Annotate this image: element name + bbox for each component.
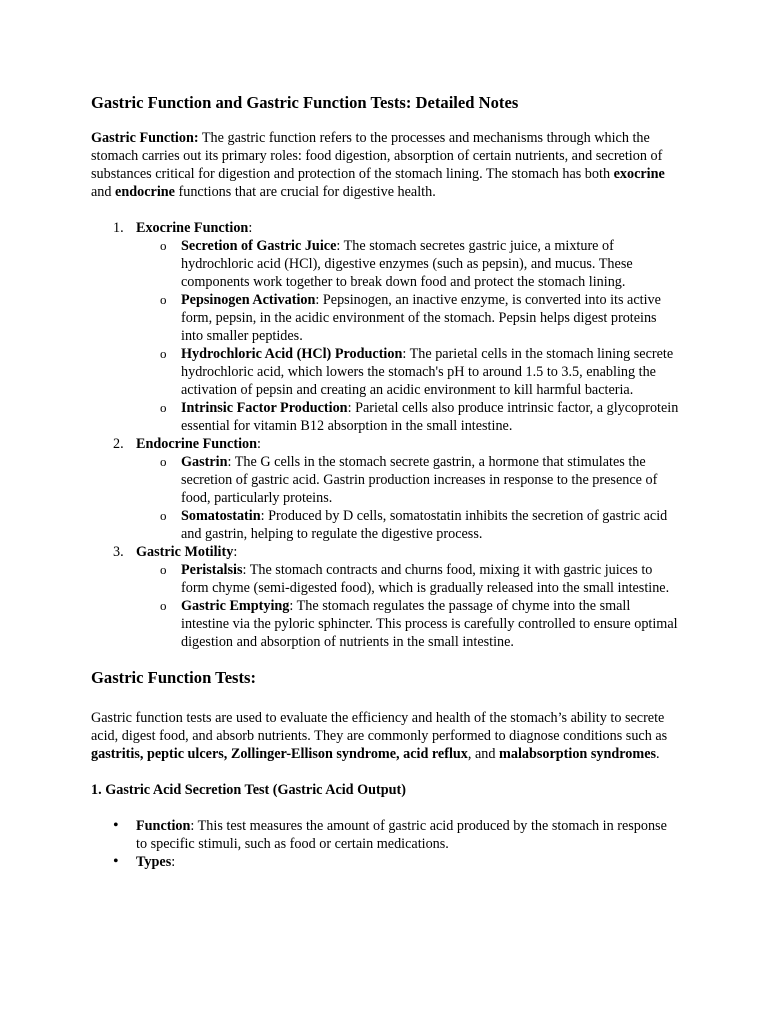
section-colon: :	[257, 436, 261, 452]
test1-heading-text: 1. Gastric Acid Secretion Test (Gastric Acid Output)	[91, 782, 406, 798]
intro-endocrine: endocrine	[115, 184, 175, 200]
item-term: Intrinsic Factor Production	[181, 400, 348, 416]
tests-intro-text-a: Gastric function tests are used to evaluate the efficiency and health of the stomach’s ability to secrete acid, digest food, and absorb nutrients. They are commonly performed to diagnose conditions such as	[91, 710, 668, 744]
item-term: Function	[136, 818, 191, 834]
item-text: : Produced by D cells, somatostatin inhibits the secretion of gastric acid and gastrin, helping to regulate the digestive process.	[181, 508, 668, 542]
section-exocrine	[91, 219, 681, 435]
tests-intro-paragraph	[91, 709, 681, 763]
item-term: Hydrochloric Acid (HCl) Production	[181, 346, 403, 362]
test1-heading	[91, 781, 681, 799]
tests-intro-text-c: .	[656, 746, 660, 762]
list-item	[136, 237, 681, 291]
intro-exocrine: exocrine	[613, 166, 665, 182]
item-text: : The stomach secretes gastric juice, a mixture of hydrochloric acid (HCl), digestive enzymes (such as pepsin), and mucus. These components work together to break down food and protect the stomach lining.	[181, 238, 633, 290]
tests-intro-text-b: , and	[467, 746, 500, 762]
sub-marker: o	[160, 400, 167, 415]
section-number: 1.	[113, 220, 124, 236]
tests-intro-conditions: gastritis, peptic ulcers, Zollinger-Ellison syndrome, acid reflux	[91, 746, 468, 762]
item-term: Pepsinogen Activation	[181, 292, 316, 308]
sub-marker: o	[160, 508, 167, 523]
item-term: Somatostatin	[181, 508, 261, 524]
sub-marker: o	[160, 292, 167, 307]
sub-marker: o	[160, 562, 167, 577]
item-term: Gastrin	[181, 454, 228, 470]
section-endocrine	[91, 435, 681, 543]
item-text: : This test measures the amount of gastric acid produced by the stomach in response to specific stimuli, such as food or certain medications.	[136, 818, 667, 852]
list-item	[136, 597, 681, 651]
item-text: : The stomach regulates the passage of chyme into the small intestine via the pyloric sphincter. This process is carefully controlled to ensure optimal digestion and absorption of nutrients in the small intestine.	[181, 598, 678, 650]
list-item	[136, 345, 681, 399]
section-items	[136, 453, 681, 543]
item-text: : Parietal cells also produce intrinsic factor, a glycoprotein essential for vitamin B12 absorption in the small intestine.	[181, 400, 679, 434]
list-item	[136, 291, 681, 345]
document-title: Gastric Function and Gastric Function Tests: Detailed Notes	[91, 93, 519, 112]
document-content	[91, 92, 681, 871]
item-term: Peristalsis	[181, 562, 243, 578]
intro-text-and: and	[91, 184, 116, 200]
item-term: Gastric Emptying	[181, 598, 290, 614]
section-colon: :	[233, 544, 238, 560]
bullet-marker: •	[113, 817, 119, 834]
item-text: : The parietal cells in the stomach lining secrete hydrochloric acid, which lowers the stomach's pH to around 1.5 to 3.5, enabling the activation of pepsin and creating an acidic environment to kill harmful bacteria.	[181, 346, 674, 398]
section-title: Endocrine Function	[136, 436, 258, 452]
tests-intro-malabsorption: malabsorption syndromes	[499, 746, 657, 762]
intro-text-a: The gastric function refers to the processes and mechanisms through which the stomach carries out its primary roles: food digestion, absorption of certain nutrients, and secretion of substances critical for digestion and protection of the stomach lining. The stomach has both	[91, 130, 663, 182]
section-items	[136, 237, 681, 435]
list-item	[136, 561, 681, 597]
section-motility	[91, 543, 681, 651]
function-sections-list	[91, 219, 681, 651]
section-title: Exocrine Function	[136, 220, 249, 236]
sub-marker: o	[160, 454, 167, 469]
list-item	[136, 399, 681, 435]
sub-marker: o	[160, 598, 167, 613]
item-term: Types	[136, 854, 172, 870]
intro-label: Gastric Function:	[91, 130, 199, 146]
bullet-marker: •	[113, 853, 119, 870]
intro-paragraph	[91, 129, 681, 201]
intro-text-b: functions that are crucial for digestive health.	[174, 184, 436, 200]
tests-heading: Gastric Function Tests:	[91, 668, 257, 687]
section-number: 2.	[113, 436, 124, 452]
item-text: : Pepsinogen, an inactive enzyme, is converted into its active form, pepsin, in the acidic environment of the stomach. Pepsin helps digest proteins into smaller peptides.	[181, 292, 661, 344]
item-text: : The stomach contracts and churns food, mixing it with gastric juices to form chyme (semi-digested food), which is gradually released into the small intestine.	[181, 562, 670, 596]
sub-marker: o	[160, 238, 167, 253]
item-text: :	[171, 854, 176, 870]
item-text: : The G cells in the stomach secrete gastrin, a hormone that stimulates the secretion of gastric acid. Gastrin production increases in response to the presence of food, particularly proteins.	[181, 454, 658, 506]
list-item	[91, 853, 681, 871]
section-number: 3.	[113, 544, 124, 560]
section-colon: :	[248, 220, 253, 236]
item-term: Secretion of Gastric Juice	[181, 238, 337, 254]
section-items	[136, 561, 681, 651]
section-title: Gastric Motility	[136, 544, 234, 560]
sub-marker: o	[160, 346, 167, 361]
test1-items-list	[91, 817, 681, 871]
list-item	[136, 507, 681, 543]
list-item	[91, 817, 681, 853]
list-item	[136, 453, 681, 507]
